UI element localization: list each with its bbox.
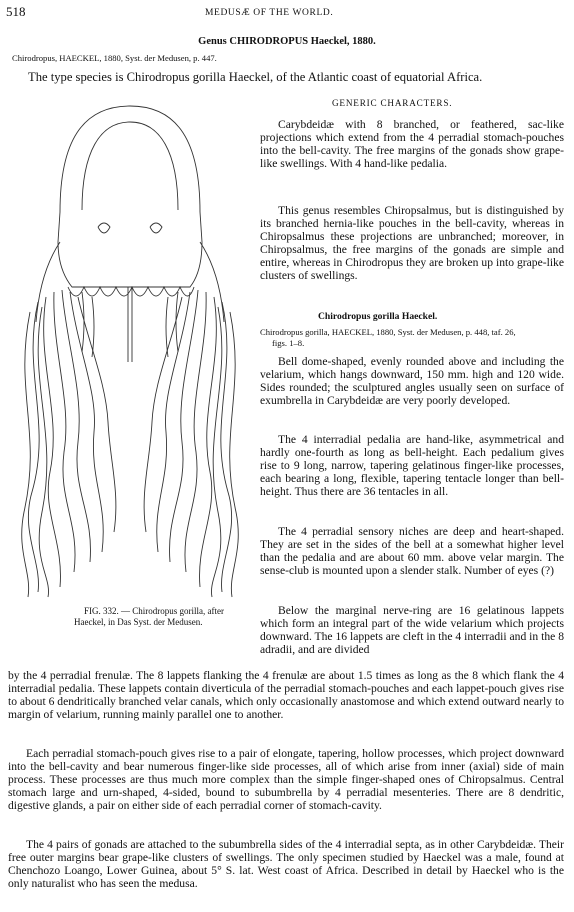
species-heading: Chirodropus gorilla Haeckel. — [318, 311, 438, 322]
species-paragraph-lappets-top: Below the marginal nerve-ring are 16 gelatinous lappets which form an integral part of the wide velarium which projects downward. The 16 lappets are cleft in the 4 interradii and in the 8 adradii, and are divided — [260, 604, 564, 656]
bell-inner-line — [82, 122, 178, 210]
genus-heading: Genus CHIRODROPUS Haeckel, 1880. — [198, 36, 376, 47]
sensory-niche — [98, 223, 110, 233]
running-title: MEDUSÆ OF THE WORLD. — [205, 8, 334, 18]
tentacle — [38, 307, 48, 597]
page-number: 518 — [6, 4, 26, 19]
generic-characters-paragraph-1: Carybdeidæ with 8 branched, or feathered, sac-like projections which extend from the 4 perradial stomach-pouches into the bell-cavity. The free margins of the gonads show grape-like swellings. With 4 hand-like pedalia. — [260, 118, 564, 170]
figure-caption: FIG. 332. — Chirodropus gorilla, after Haeckel, in Das Syst. der Medusen. — [74, 606, 224, 627]
type-species-line: The type species is Chirodropus gorilla Haeckel, of the Atlantic coast of equatorial Africa. — [28, 70, 483, 84]
species-paragraph-lappets-bottom: by the 4 perradial frenulæ. The 8 lappets flanking the 4 frenulæ are about 1.5 times as long as the 8 which flank the 4 interradial pedalia. These lappets contain diverticula of the perradial stomach-pouches and each lappet-pouch gives rise to about 6 dendritically branched velar canals, which only occasionally anastomose and which extend outward nearly to margin of velarium, running mainly parallel one to another. — [8, 669, 564, 721]
pedalium — [200, 242, 224, 322]
species-paragraph-gonads: The 4 pairs of gonads are attached to the subumbrella sides of the 4 interradial septa, as in other Carybdeidæ. Their free outer margins bear grape-like clusters of swellings. The only specimen studied by Haeckel was a male, found at Chenchozo Loango, Lower Guinea, about 5° S. lat. West coast of Africa. Described in detail by Haeckel who is the only naturalist who has seen the medusa. — [8, 838, 564, 890]
generic-characters-paragraph-2: This genus resembles Chiropsalmus, but is distinguished by its branched hernia-like pouches in the bell-cavity, whereas in Chiropsalmus these projections are unbranched; moreover, in Chiropsalmus, the free margins of the gonads are simple and entire, whereas in Chirodropus they are broken up into grape-like clusters of swellings. — [260, 204, 564, 282]
pedalium — [36, 242, 60, 322]
sensory-niche — [150, 223, 162, 233]
tentacle — [54, 292, 75, 572]
tentacle — [230, 312, 239, 597]
tentacle — [185, 292, 206, 572]
species-paragraph-sensory-niches: The 4 perradial sensory niches are deep and heart-shaped. They are set in the sides of the bell at a somewhat higher level than the pedalia and are about 60 mm. above velar margin. The sense-club is mounted upon a slender stalk. Number of eyes (?) — [260, 525, 564, 577]
manubrium — [128, 287, 132, 362]
species-citation: Chirodropus gorilla, HAECKEL, 1880, Syst. der Medusen, p. 448, taf. 26, figs. 1–8. — [260, 327, 516, 348]
tentacle — [22, 312, 31, 597]
species-paragraph-bell: Bell dome-shaped, evenly rounded above and including the velarium, which hangs downward, 150 mm. high and 120 wide. Sides rounded; the sculptured angles usually seen on surface of exumbrella in Carybdeidæ are very poorly developed. — [260, 355, 564, 407]
tentacle — [211, 307, 221, 597]
velarium — [68, 287, 194, 296]
generic-characters-heading: GENERIC CHARACTERS. — [332, 98, 453, 108]
bell-outline — [58, 106, 202, 287]
species-paragraph-stomach: Each perradial stomach-pouch gives rise to a pair of elongate, tapering, hollow processes, which project downward into the bell-cavity and bear numerous finger-like side processes, all of which arise from inner (axial) side of main process. These processes are thus much more complex than the simple finger-shaped ones of Chiropsalmus. Central stomach large and urn-shaped, 4-sided, bound to subumbrella by 4 perradial mesenteries. There are 8 dendritic, digestive glands, a pair on either side of each perradial corner of stomach-cavity. — [8, 747, 564, 812]
jellyfish-illustration — [2, 92, 246, 600]
species-paragraph-pedalia: The 4 interradial pedalia are hand-like, asymmetrical and hardly one-fourth as long as bell-height. Each pedalium gives rise to 9 long, narrow, tapering gelatinous finger-like processes, each bearing a long, flexible, tapering tentacle longer than bell-height. Thus there are 36 tentacles in all. — [260, 433, 564, 498]
genus-citation: Chirodropus, HAECKEL, 1880, Syst. der Medusen, p. 447. — [12, 53, 217, 63]
